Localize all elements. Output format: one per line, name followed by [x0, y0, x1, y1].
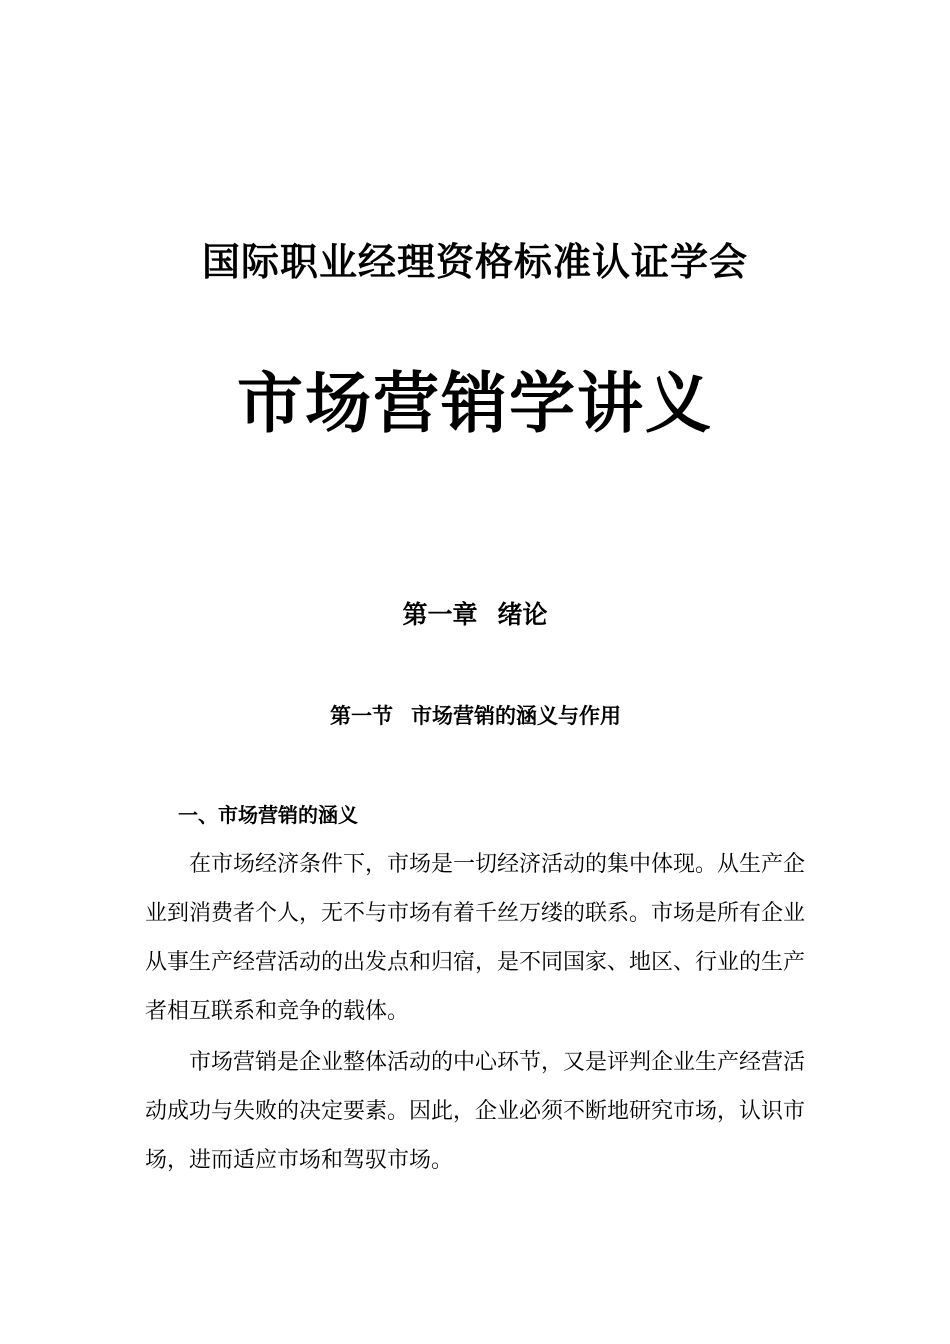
body-paragraph-2: 市场营销是企业整体活动的中心环节，又是评判企业生产经营活动成功与失败的决定要素。因此，企业必须不断地研究市场，认识市场，进而适应市场和驾驭市场。	[145, 1050, 806, 1173]
section-heading	[330, 700, 621, 732]
section-name: 市场营销的涵义与作用	[411, 703, 621, 728]
chapter-heading	[0, 597, 950, 633]
section-number: 第一节	[330, 703, 393, 728]
document-title: 市场营销学讲义	[237, 364, 713, 442]
chapter-number: 第一章	[402, 600, 478, 629]
subsection-heading: 一、市场营销的涵义	[178, 803, 358, 827]
body-paragraph-1: 在市场经济条件下，市场是一切经济活动的集中体现。从生产企业到消费者个人，无不与市场有着千丝万缕的联系。市场是所有企业从事生产经营活动的出发点和归宿，是不同国家、地区、行业的生产者相互联系和竞争的载体。	[145, 852, 806, 1024]
chapter-name: 绪论	[497, 600, 548, 629]
organization-title: 国际职业经理资格标准认证学会	[201, 239, 748, 284]
